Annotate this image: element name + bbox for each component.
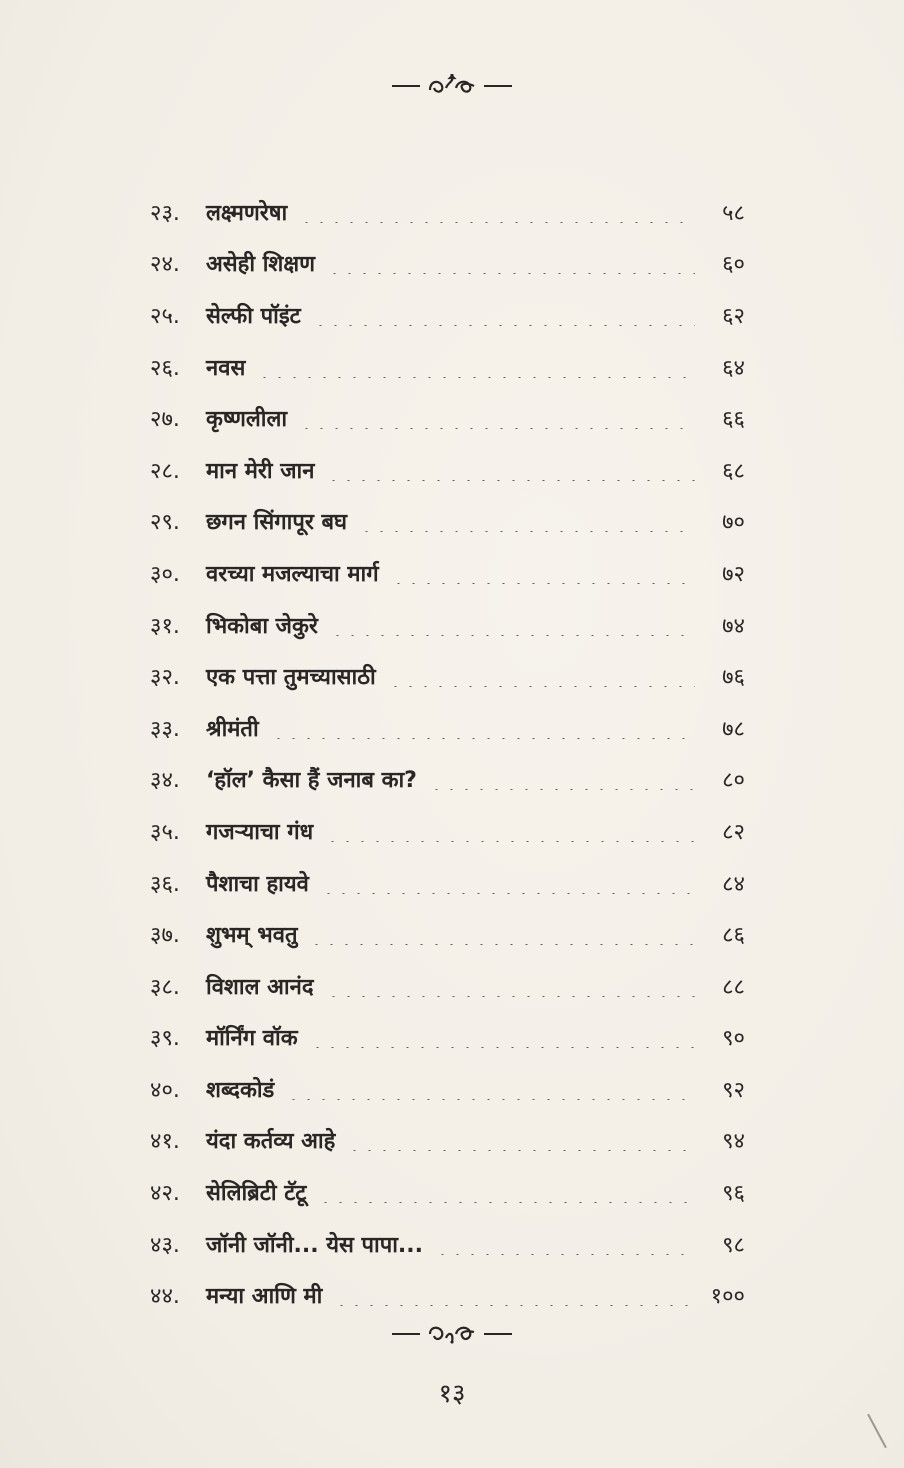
entry-number: ३१. xyxy=(150,613,180,639)
dot-leader xyxy=(384,665,695,687)
entry-page: ७८ xyxy=(722,716,745,742)
toc-entry xyxy=(150,650,745,702)
dot-leader xyxy=(425,768,695,790)
toc-entry xyxy=(150,960,745,1012)
toc-entry xyxy=(150,186,745,238)
toc-entry xyxy=(150,238,745,290)
entry-page: ८६ xyxy=(722,923,745,949)
entry-number: २५. xyxy=(150,303,180,329)
scan-mark xyxy=(867,1414,887,1448)
dot-leader xyxy=(387,562,695,584)
entry-page: ९० xyxy=(722,1026,745,1052)
entry-number: २८. xyxy=(150,458,180,484)
dot-leader xyxy=(322,975,695,997)
entry-number: ४४. xyxy=(150,1284,180,1310)
dot-leader xyxy=(326,614,695,636)
entry-page: ८० xyxy=(722,768,745,794)
entry-page: ६२ xyxy=(722,303,745,329)
entry-page: ६४ xyxy=(722,355,745,381)
toc-entry xyxy=(150,444,745,496)
entry-title: कृष्णलीला xyxy=(206,407,288,433)
toc-entry xyxy=(150,702,745,754)
entry-title: ‘हॉल’ कैसा हैं जनाब का? xyxy=(206,768,417,794)
entry-title: सेलिब्रिटी टॅटू xyxy=(206,1181,307,1207)
entry-number: ३४. xyxy=(150,768,180,794)
ornament-dash-right xyxy=(484,1333,512,1335)
entry-number: २७. xyxy=(150,407,180,433)
entry-title: पैशाचा हायवे xyxy=(206,871,309,897)
dot-leader xyxy=(306,1026,695,1048)
entry-number: ४०. xyxy=(150,1077,180,1103)
entry-title: मॉर्निंग वॉक xyxy=(206,1026,298,1052)
table-of-contents xyxy=(150,186,745,1321)
entry-page: ६६ xyxy=(722,407,745,433)
entry-title: छगन सिंगापूर बघ xyxy=(206,510,348,536)
toc-entry xyxy=(150,805,745,857)
dot-leader xyxy=(282,1078,695,1100)
dot-leader xyxy=(305,923,695,945)
toc-entry xyxy=(150,1115,745,1167)
entry-title: सेल्फी पॉइंट xyxy=(206,303,301,329)
entry-page: ९८ xyxy=(722,1232,745,1258)
toc-entry xyxy=(150,496,745,548)
entry-number: ३५. xyxy=(150,819,180,845)
entry-page: १०० xyxy=(710,1284,745,1310)
page-number: १३ xyxy=(438,1379,466,1409)
entry-page: ६० xyxy=(722,252,745,278)
entry-title: वरच्या मजल्याचा मार्ग xyxy=(206,561,379,587)
toc-entry xyxy=(150,599,745,651)
toc-entry xyxy=(150,1012,745,1064)
entry-number: ३९. xyxy=(150,1026,180,1052)
entry-number: २६. xyxy=(150,355,180,381)
entry-number: ४१. xyxy=(150,1129,180,1155)
entry-title: मन्या आणि मी xyxy=(206,1284,323,1310)
dot-leader xyxy=(330,1284,695,1306)
dot-leader xyxy=(322,459,695,481)
dot-leader xyxy=(343,1129,695,1151)
entry-number: २४. xyxy=(150,252,180,278)
toc-entry xyxy=(150,392,745,444)
entry-number: ४२. xyxy=(150,1181,180,1207)
entry-page: ७४ xyxy=(722,613,745,639)
entry-title: मान मेरी जान xyxy=(206,458,315,484)
dot-leader xyxy=(314,1181,695,1203)
toc-entry xyxy=(150,908,745,960)
dot-leader xyxy=(431,1233,695,1255)
entry-number: २३. xyxy=(150,200,180,226)
entry-title: श्रीमंती xyxy=(206,716,259,742)
entry-page: ५८ xyxy=(722,200,745,226)
dot-leader xyxy=(253,356,695,378)
toc-entry xyxy=(150,1166,745,1218)
entry-title: विशाल आनंद xyxy=(206,974,314,1000)
bottom-ornament xyxy=(0,1322,904,1346)
entry-page: ८२ xyxy=(722,819,745,845)
dot-leader xyxy=(267,717,695,739)
dot-leader xyxy=(295,407,695,429)
entry-number: ३६. xyxy=(150,871,180,897)
toc-entry xyxy=(150,1269,745,1321)
entry-title: जॉनी जॉनी... येस पापा... xyxy=(206,1232,424,1258)
entry-page: ९४ xyxy=(722,1129,745,1155)
flourish-icon xyxy=(426,1322,478,1346)
entry-number: २९. xyxy=(150,510,180,536)
dot-leader xyxy=(323,252,695,274)
entry-title: असेही शिक्षण xyxy=(206,252,316,278)
dot-leader xyxy=(309,304,695,326)
entry-page: ७२ xyxy=(722,561,745,587)
dot-leader xyxy=(355,510,695,532)
entry-title: एक पत्ता तुमच्यासाठी xyxy=(206,665,376,691)
top-ornament xyxy=(0,74,904,98)
toc-entry xyxy=(150,1063,745,1115)
flourish-icon xyxy=(426,74,478,98)
ornament-dash-left xyxy=(392,85,420,87)
entry-title: लक्ष्मणरेषा xyxy=(206,200,288,226)
entry-title: शब्दकोडं xyxy=(206,1077,275,1103)
entry-title: भिकोबा जेकुरे xyxy=(206,613,318,639)
entry-number: ३७. xyxy=(150,923,180,949)
entry-title: नवस xyxy=(206,355,246,381)
ornament-dash-left xyxy=(392,1333,420,1335)
ornament-dash-right xyxy=(484,85,512,87)
entry-page: ६८ xyxy=(722,458,745,484)
toc-entry xyxy=(150,1218,745,1270)
toc-entry xyxy=(150,857,745,909)
entry-number: ३०. xyxy=(150,561,180,587)
entry-title: शुभम् भवतु xyxy=(206,923,298,949)
dot-leader xyxy=(317,872,695,894)
entry-number: ३२. xyxy=(150,665,180,691)
entry-title: यंदा कर्तव्य आहे xyxy=(206,1129,336,1155)
dot-leader xyxy=(321,820,695,842)
entry-number: ४३. xyxy=(150,1232,180,1258)
entry-number: ३३. xyxy=(150,716,180,742)
toc-entry xyxy=(150,547,745,599)
toc-entry xyxy=(150,754,745,806)
entry-page: ८८ xyxy=(722,974,745,1000)
dot-leader xyxy=(295,201,695,223)
entry-page: ८४ xyxy=(722,871,745,897)
entry-page: ९२ xyxy=(722,1077,745,1103)
toc-entry xyxy=(150,289,745,341)
entry-page: ७६ xyxy=(722,665,745,691)
entry-title: गजऱ्याचा गंध xyxy=(206,819,314,845)
entry-page: ७० xyxy=(722,510,745,536)
toc-entry xyxy=(150,341,745,393)
entry-number: ३८. xyxy=(150,974,180,1000)
entry-page: ९६ xyxy=(722,1181,745,1207)
